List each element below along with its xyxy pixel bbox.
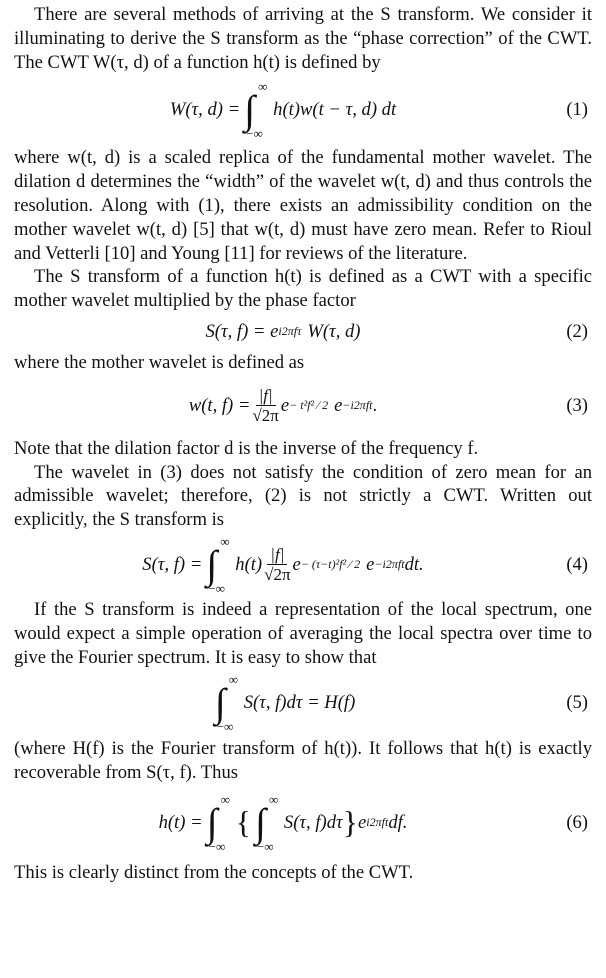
eq1-upper-limit: ∞ — [258, 79, 268, 95]
equation-3 — [14, 375, 592, 437]
equation-number-3: (3) — [566, 394, 588, 416]
eq4-h: h(t) — [235, 553, 263, 575]
paragraph-conclusion: This is clearly distinct from the concepts of the CWT. — [14, 861, 414, 883]
eq4-exponent-2: −i2πft — [374, 557, 405, 572]
eq6-upper-limit: ∞ — [220, 791, 230, 807]
paragraph-intro: There are several methods of arriving at the S transform. We consider it illuminating to derive the S transform as the “phase correction” of the CWT. The CWT W(τ, d) of a function h(t) is defined by — [14, 4, 592, 73]
eq2-lhs: S(τ, f) = e — [205, 320, 279, 342]
equation-4 — [14, 532, 592, 598]
eq5-integrand: S(τ, f)dτ = H(f) — [243, 692, 356, 714]
eq4-denominator: √2π — [264, 565, 291, 585]
paragraph-recoverable: (where H(f) is the Fourier transform of h(t)). It follows that h(t) is exactly recoverable from S(τ, f). Thus — [14, 738, 592, 784]
eq3-end: . — [372, 394, 378, 416]
equation-number-1: (1) — [566, 99, 588, 121]
eq4-exp-base-2: e — [366, 553, 375, 575]
eq3-fraction — [252, 386, 278, 425]
paragraph-local-spectrum: If the S transform is indeed a representation of the local spectrum, one would expect a simple operation of averaging the local spectra over time to give the Fourier spectrum. It is easy to show that — [14, 598, 592, 668]
equation-number-5: (5) — [566, 692, 588, 714]
integral-sign-icon: ∫ ∞ −∞ — [206, 533, 230, 596]
eq3-exponent-2: −i2πft — [342, 398, 373, 413]
eq1-lhs: W(τ, d) = — [169, 99, 241, 121]
paragraph-s-transform-definition: The S transform of a function h(t) is defined as a CWT with a specific mother wavelet multiplied by the phase factor — [14, 266, 592, 312]
eq3-numerator: |f| — [256, 386, 276, 406]
eq3-exp-base-2: e — [334, 394, 343, 416]
eq4-lhs: S(τ, f) = — [142, 553, 203, 575]
eq6-open-brace: { — [235, 804, 251, 841]
eq3-denominator: √2π — [252, 406, 279, 426]
equation-6 — [14, 785, 592, 861]
eq1-lower-limit: −∞ — [246, 126, 263, 142]
eq6-end: df. — [388, 811, 408, 833]
eq4-exp-base-1: e — [292, 553, 301, 575]
eq4-upper-limit: ∞ — [220, 533, 230, 549]
eq3-exp-base-1: e — [280, 394, 290, 416]
equation-1 — [14, 74, 592, 146]
eq6-inner-lower-limit: −∞ — [256, 838, 274, 854]
eq6-inner-upper-limit: ∞ — [268, 791, 279, 807]
paragraph-wavelet-definition: where w(t, d) is a scaled replica of the fundamental mother wavelet. The dilation d determines the “width” of the wavelet w(t, d) and thus controls the resolution. Along with (1), there exists an admissibility condition on the mother wavelet w(t, d) [5] that w(t, d) must have zero mean. Refer to Rioul and Vetterli [10] and Young [11] for reviews of the literature. — [14, 147, 592, 264]
integral-sign-icon: ∫ ∞ −∞ — [254, 791, 279, 854]
equation-number-2: (2) — [566, 320, 588, 342]
eq6-lower-limit: −∞ — [208, 838, 226, 854]
eq5-lower-limit: −∞ — [216, 719, 234, 735]
integral-sign-icon: ∫ ∞ −∞ — [206, 791, 230, 854]
eq2-rhs: W(τ, d) — [307, 320, 361, 342]
paragraph-zero-mean: The wavelet in (3) does not satisfy the condition of zero mean for an admissible wavelet; therefore, (2) is not strictly a CWT. Written out explicitly, the S transform is — [14, 461, 592, 531]
paragraph-mother-wavelet: where the mother wavelet is defined as — [14, 351, 305, 373]
eq4-exponent-1: − (τ−t)²f² ⁄ 2 — [300, 557, 361, 572]
eq2-exponent: i2πfτ — [278, 324, 302, 339]
paper-page — [14, 0, 592, 885]
equation-number-4: (4) — [566, 553, 588, 575]
equation-5 — [14, 669, 592, 737]
eq6-exponent: i2πft — [366, 815, 389, 830]
paragraph-dilation-note: Note that the dilation factor d is the inverse of the frequency f. — [14, 437, 479, 459]
eq1-integrand: h(t)w(t − τ, d) dt — [273, 99, 397, 121]
equation-2 — [14, 313, 592, 351]
eq6-lhs: h(t) = — [158, 811, 203, 833]
eq5-upper-limit: ∞ — [228, 672, 238, 688]
eq3-exponent-1: − t²f² ⁄ 2 — [289, 398, 329, 413]
eq4-fraction — [264, 545, 290, 584]
eq3-lhs: w(t, f) = — [188, 394, 251, 416]
equation-number-6: (6) — [566, 811, 588, 833]
eq6-close-brace: } — [342, 804, 359, 841]
eq4-lower-limit: −∞ — [208, 580, 225, 596]
integral-sign-icon: ∫ ∞ −∞ — [214, 672, 238, 735]
eq6-inner-integrand: S(τ, f)dτ — [283, 811, 343, 833]
eq4-numerator: |f| — [267, 545, 287, 565]
integral-sign-icon: ∫ ∞ −∞ — [244, 79, 268, 142]
eq4-end: dt. — [404, 553, 424, 575]
eq6-exp-base: e — [358, 811, 367, 833]
